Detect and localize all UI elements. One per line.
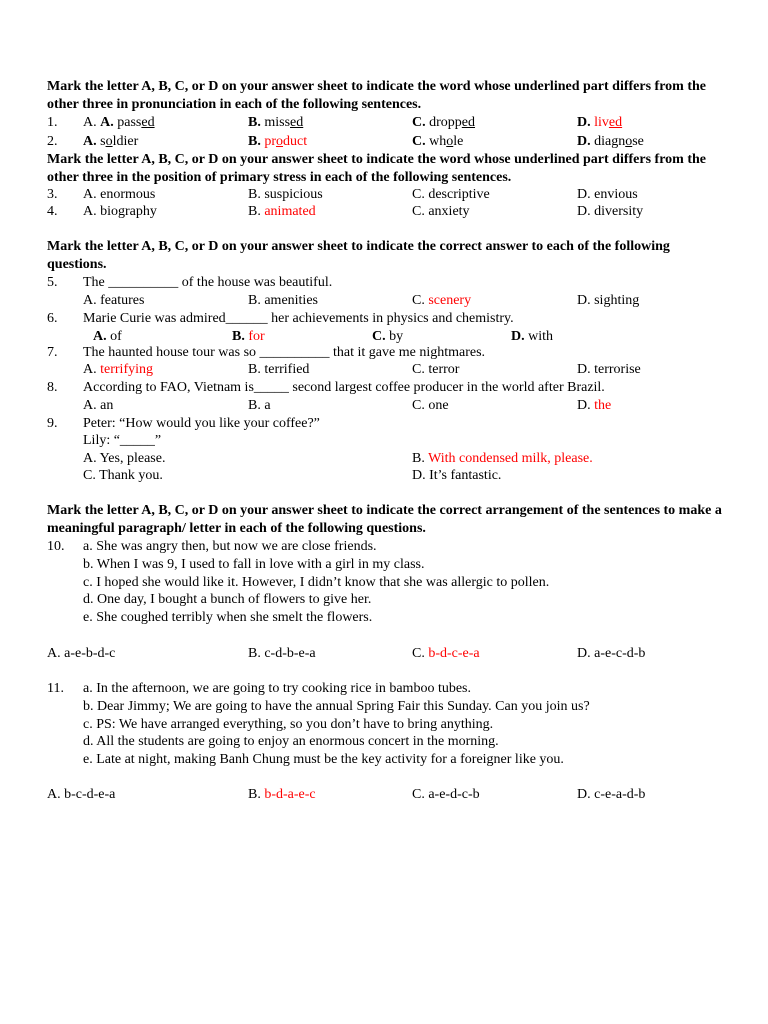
question-number: 10. [47, 539, 65, 554]
option-a: A. A. passed [83, 115, 155, 130]
option-b-answer: B. With condensed milk, please. [412, 451, 593, 466]
option-a: A. b-c-d-e-a [47, 787, 116, 802]
option-b-answer: B. for [232, 329, 265, 344]
option-c: C. one [412, 398, 449, 413]
question-number: 9. [47, 416, 58, 431]
sentence-c: c. PS: We have arranged everything, so you don’t have to bring anything. [83, 717, 494, 732]
option-c: C. Thank you. [83, 468, 163, 483]
option-c: C. dropped [412, 115, 476, 130]
question-stem: According to FAO, Vietnam is_____ second largest coffee producer in the world after Brazil. [83, 380, 605, 395]
option-c-answer: C. b-d-c-e-a [412, 646, 480, 661]
question-number: 1. [47, 115, 58, 130]
question-number: 7. [47, 345, 58, 360]
option-b: B. terrified [248, 362, 310, 377]
option-a: A. an [83, 398, 114, 413]
option-b-answer: B. product [248, 134, 308, 149]
question-number: 3. [47, 187, 58, 202]
option-d: D. It’s fantastic. [412, 468, 502, 483]
option-d: D. sighting [577, 293, 640, 308]
sentence-c: c. I hoped she would like it. However, I didn’t know that she was allergic to pollen. [83, 575, 550, 590]
instruction-pronunciation: Mark the letter A, B, C, or D on your answer sheet to indicate the word whose underlined part differs from the other three in pronunciation in each of the following sentences. [47, 79, 706, 112]
question-number: 6. [47, 311, 58, 326]
option-d: D. a-e-c-d-b [577, 646, 646, 661]
instruction-arrangement: Mark the letter A, B, C, or D on your answer sheet to indicate the correct arrangement of the sentences to make a meaningful paragraph/ letter in each of the following questions. [47, 503, 722, 536]
option-b-answer: B. animated [248, 204, 316, 219]
question-number: 4. [47, 204, 58, 219]
option-b: B. missed [248, 115, 304, 130]
sentence-b: b. When I was 9, I used to fall in love with a girl in my class. [83, 557, 425, 572]
sentence-a: a. In the afternoon, we are going to try cooking rice in bamboo tubes. [83, 681, 471, 696]
option-c-answer: C. scenery [412, 293, 472, 308]
option-a: A. of [93, 329, 122, 344]
option-d-answer: D. the [577, 398, 612, 413]
option-c: C. a-e-d-c-b [412, 787, 480, 802]
question-number: 8. [47, 380, 58, 395]
instruction-stress: Mark the letter A, B, C, or D on your answer sheet to indicate the word whose underlined part differs from the other three in the position of primary stress in each of the following sentences. [47, 152, 706, 185]
option-c: C. whole [412, 134, 464, 149]
option-d: D. c-e-a-d-b [577, 787, 646, 802]
option-d-answer: D. lived [577, 115, 623, 130]
option-a: A. biography [83, 204, 157, 219]
dialogue-line-peter: Peter: “How would you like your coffee?” [83, 416, 320, 431]
question-number: 2. [47, 134, 58, 149]
option-c: C. descriptive [412, 187, 490, 202]
option-b: B. c-d-b-e-a [248, 646, 316, 661]
option-b: B. amenities [248, 293, 318, 308]
sentence-d: d. All the students are going to enjoy an enormous concert in the morning. [83, 734, 499, 749]
sentence-d: d. One day, I bought a bunch of flowers to give her. [83, 592, 372, 607]
option-d: D. with [511, 329, 554, 344]
question-stem: The haunted house tour was so __________ that it gave me nightmares. [83, 345, 486, 360]
option-b-answer: B. b-d-a-e-c [248, 787, 316, 802]
option-c: C. terror [412, 362, 460, 377]
sentence-a: a. She was angry then, but now we are close friends. [83, 539, 377, 554]
question-stem: The __________ of the house was beautiful. [83, 275, 333, 290]
option-c: C. anxiety [412, 204, 470, 219]
option-a: A. a-e-b-d-c [47, 646, 116, 661]
option-a-answer: A. terrifying [83, 362, 153, 377]
sentence-b: b. Dear Jimmy; We are going to have the annual Spring Fair this Sunday. Can you join us? [83, 699, 590, 714]
option-a: A. soldier [83, 134, 139, 149]
option-b: B. a [248, 398, 271, 413]
option-d: D. envious [577, 187, 638, 202]
option-d: D. diversity [577, 204, 644, 219]
option-a: A. features [83, 293, 145, 308]
option-a: A. enormous [83, 187, 156, 202]
instruction-correct-answer: Mark the letter A, B, C, or D on your answer sheet to indicate the correct answer to each of the following questions. [47, 239, 670, 272]
dialogue-line-lily: Lily: “_____” [83, 433, 162, 448]
option-d: D. diagnose [577, 134, 644, 149]
option-d: D. terrorise [577, 362, 641, 377]
question-number: 5. [47, 275, 58, 290]
sentence-e: e. She coughed terribly when she smelt the flowers. [83, 610, 373, 625]
option-a: A. Yes, please. [83, 451, 166, 466]
question-number: 11. [47, 681, 64, 696]
sentence-e: e. Late at night, making Banh Chung must be the key activity for a foreigner like you. [83, 752, 564, 767]
option-c: C. by [372, 329, 404, 344]
question-stem: Marie Curie was admired______ her achievements in physics and chemistry. [83, 311, 514, 326]
option-b: B. suspicious [248, 187, 323, 202]
